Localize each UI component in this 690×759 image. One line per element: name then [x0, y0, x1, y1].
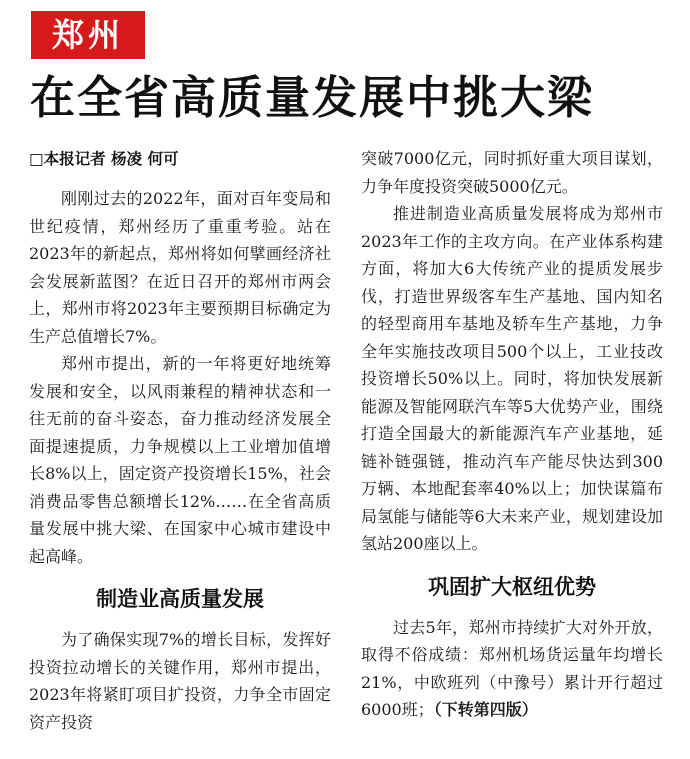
- right-column: [361, 145, 663, 724]
- paragraph-5-text: 过去5年，郑州市持续扩大对外开放，取得不俗成绩：郑州机场货运量年均增长21%，中欧班列（中豫号）累计开行超过6000班；: [361, 617, 663, 719]
- paragraph-4: 推进制造业高质量发展将成为郑州市2023年工作的主攻方向。在产业体系构建方面，将加大6大传统产业的提质发展步伐，打造世界级客车生产基地、国内知名的轻型商用车基地及轿车生产基地，力争全年实施技改项目500个以上，工业技改投资增长50%以上。同时，将加快发展新能源及智能网联汽车等5大优势产业，围绕打造全国最大的新能源汽车产业基地，延链补链强链，推动汽车产能尽快达到300万辆、本地配套率40%以上；加快谋篇布局氢能与储能等6大未来产业，规划建设加氢站200座以上。: [361, 204, 663, 553]
- paragraph-1: 刚刚过去的2022年，面对百年变局和世纪疫情，郑州经历了重重考验。站在2023年的新起点，郑州将如何擘画经济社会发展新蓝图？在近日召开的郑州市两会上，郑州市将2023年主要预期目标确定为生产总值增长7%。: [29, 189, 331, 346]
- paragraph-5: [361, 614, 663, 724]
- section-tag: 郑州: [31, 11, 145, 59]
- byline: □本报记者 杨凌 何可: [29, 150, 179, 168]
- paragraph-3: 为了确保实现7%的增长目标，发挥好投资拉动增长的关键作用，郑州市提出，2023年将紧盯项目扩投资，力争全市固定资产投资: [29, 630, 331, 732]
- headline: 在全省高质量发展中挑大梁: [30, 71, 595, 124]
- jump-note: （下转第四版）: [433, 700, 538, 719]
- paragraph-3-continuation: 突破7000亿元，同时抓好重大项目谋划，力争年度投资突破5000亿元。: [361, 149, 663, 196]
- subheading-hub: 巩固扩大枢纽优势: [428, 574, 596, 599]
- subheading-manufacturing: 制造业高质量发展: [96, 587, 264, 611]
- paragraph-2: 郑州市提出，新的一年将更好地统筹发展和安全，以风雨兼程的精神状态和一往无前的奋斗姿态，奋力推动经济发展全面提速提质，力争规模以上工业增加值增长8%以上，固定资产投资增长15%，社会消费品零售总额增长12%……在全省高质量发展中挑大梁、在国家中心城市建设中起高峰。: [29, 354, 331, 566]
- left-column: [29, 145, 331, 736]
